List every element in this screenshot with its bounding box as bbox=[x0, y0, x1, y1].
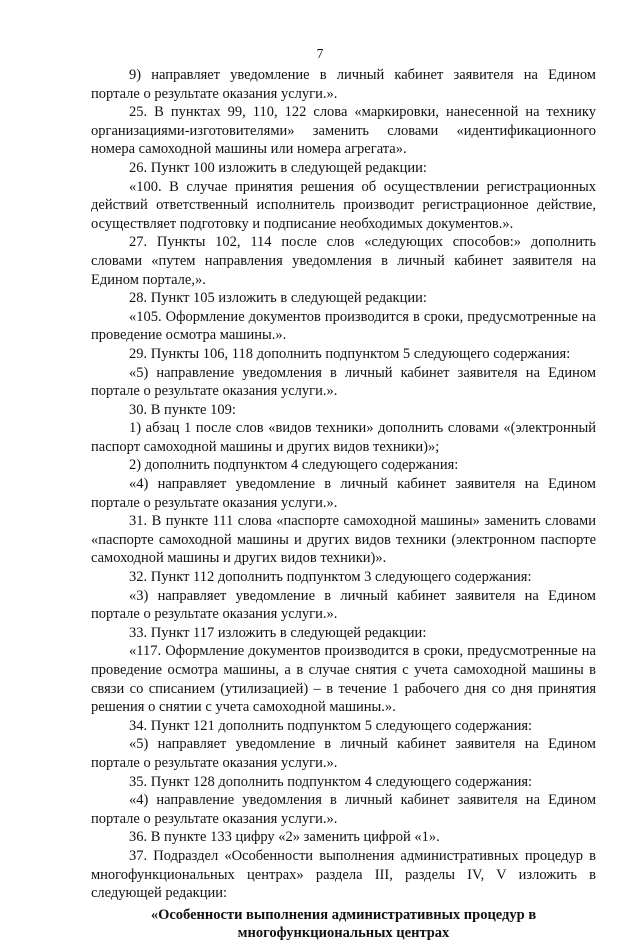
paragraph-quote-4-notification-128: «4) направление уведомления в личный кабинет заявителя на Едином портале о результате оказания услуги.». bbox=[91, 792, 596, 827]
paragraph-point-28: 28. Пункт 105 изложить в следующей редакции: bbox=[129, 290, 427, 307]
section-heading-line-2: многофункциональных центрах bbox=[237, 925, 450, 942]
document-body bbox=[91, 66, 596, 943]
paragraph-quote-105: «105. Оформление документов производится в сроки, предусмотренные на проведение осмотра машины.». bbox=[91, 308, 596, 344]
paragraph-point-25: 25. В пунктах 99, 110, 122 слова «маркировки, нанесенной на технику организациями-изготовителями» заменить словами «идентификационного номера самоходной машины или номера агрегата». bbox=[91, 104, 596, 158]
paragraph-quote-4-notification: «4) направляет уведомление в личный кабинет заявителя на Едином портале о результате оказания услуги.». bbox=[91, 476, 596, 511]
page-number: 7 bbox=[316, 46, 324, 61]
paragraph-quote-5-notification: «5) направление уведомления в личный кабинет заявителя на Едином портале о результате оказания услуги.». bbox=[91, 364, 596, 400]
paragraph-subitem-1: 1) абзац 1 после слов «видов техники» дополнить словами «(электронный паспорт самоходной машины и других видов техники)»; bbox=[91, 420, 596, 455]
paragraph-point-37: 37. Подраздел «Особенности выполнения административных процедур в многофункциональных центрах» раздела III, разделы IV, V изложить в следующей редакции: bbox=[91, 847, 596, 902]
paragraph-point-29: 29. Пункты 106, 118 дополнить подпунктом 5 следующего содержания: bbox=[129, 345, 571, 362]
paragraph-point-31: 31. В пункте 111 слова «паспорте самоходной машины» заменить словами «паспорте самоходной машины и других видов техники (электронном паспорте самоходной машины и других видов техники)». bbox=[91, 513, 596, 567]
section-heading bbox=[91, 906, 596, 943]
paragraph-point-33: 33. Пункт 117 изложить в следующей редакции: bbox=[129, 624, 427, 641]
paragraph-subitem-2: 2) дополнить подпунктом 4 следующего содержания: bbox=[129, 457, 459, 474]
paragraph-quote-117: «117. Оформление документов производится в сроки, предусмотренные на проведение осмотра машины, а в случае снятия с учета самоходной машины в связи со списанием (утилизацией) – в течение 1 рабочего дня со дня принятия решения о снятии с учета самоходной машины.». bbox=[91, 643, 596, 716]
paragraph-quote-100: «100. В случае принятия решения об осуществлении регистрационных действий ответственный исполнитель производит регистрационное действие, осуществляет подготовку и подписание необходимых документов.». bbox=[91, 178, 596, 232]
paragraph-point-34: 34. Пункт 121 дополнить подпунктом 5 следующего содержания: bbox=[129, 717, 533, 734]
paragraph-point-26: 26. Пункт 100 изложить в следующей редакции: bbox=[129, 159, 427, 176]
paragraph-quote-5-notification-121: «5) направляет уведомление в личный кабинет заявителя на Едином портале о результате оказания услуги.». bbox=[91, 736, 596, 771]
paragraph-point-35: 35. Пункт 128 дополнить подпунктом 4 следующего содержания: bbox=[129, 773, 533, 790]
paragraph-point-32: 32. Пункт 112 дополнить подпунктом 3 следующего содержания: bbox=[129, 569, 532, 586]
paragraph-point-36: 36. В пункте 133 цифру «2» заменить цифрой «1». bbox=[129, 829, 440, 846]
section-heading-line-1: «Особенности выполнения административных процедур в bbox=[150, 906, 537, 923]
paragraph-point-30: 30. В пункте 109: bbox=[129, 401, 236, 418]
paragraph-point-27: 27. Пункты 102, 114 после слов «следующих способов:» дополнить словами «путем направления уведомления в личный кабинет заявителя на Едином портале,». bbox=[91, 234, 596, 288]
paragraph-item-9: 9) направляет уведомление в личный кабинет заявителя на Едином портале о результате оказания услуги.». bbox=[91, 67, 596, 102]
paragraph-quote-3-notification: «3) направляет уведомление в личный кабинет заявителя на Едином портале о результате оказания услуги.». bbox=[91, 587, 596, 623]
